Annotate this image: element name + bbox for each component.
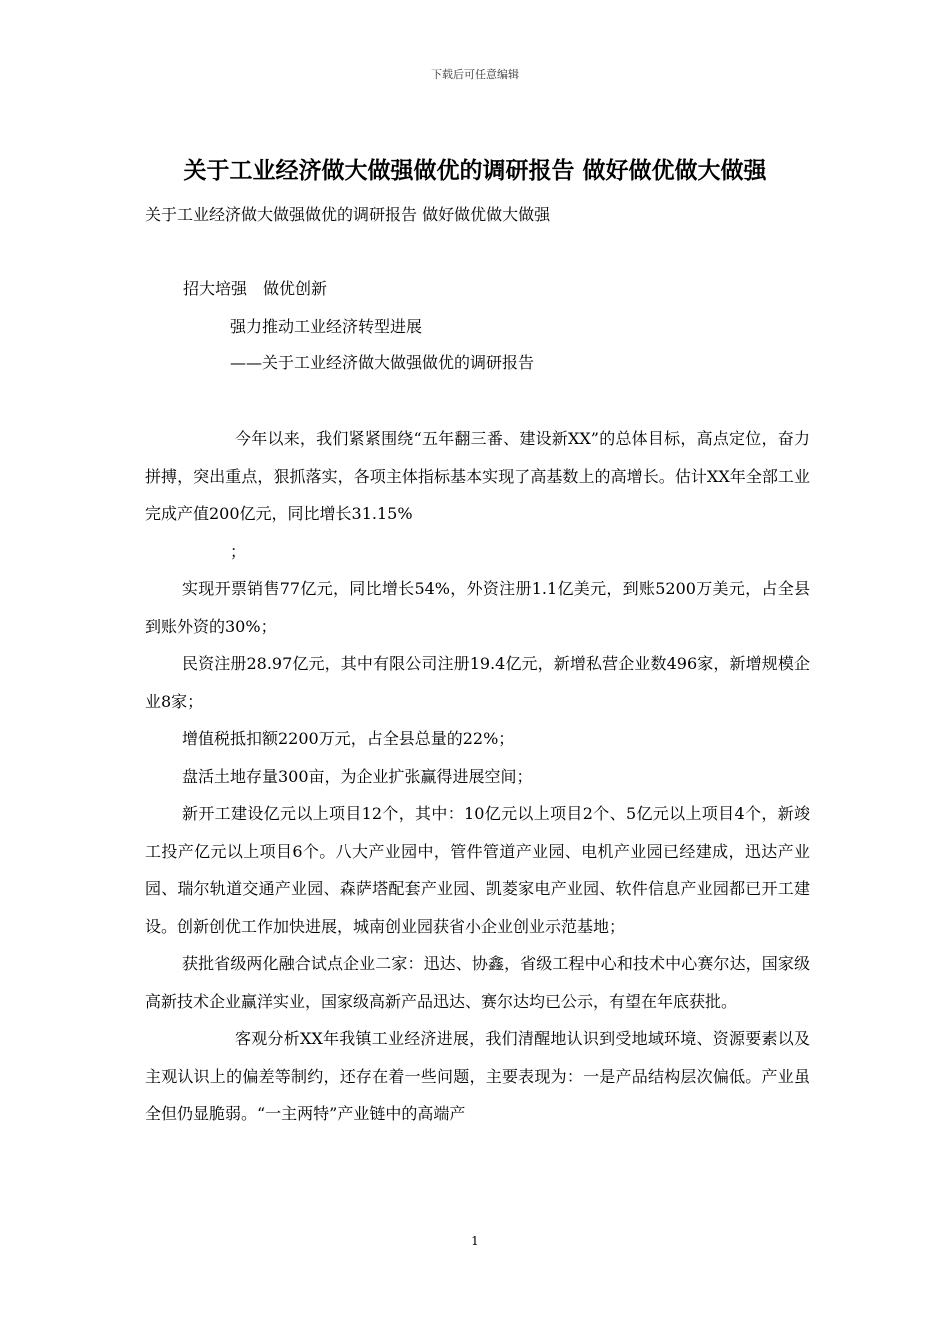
paragraph: 民资注册28.97亿元，其中有限公司注册19.4亿元，新增私营企业数496家，新增规模企业8家； xyxy=(145,654,810,711)
paragraph: 获批省级两化融合试点企业二家：迅达、协鑫，省级工程中心和技术中心赛尔达，国家级高新技术企业赢洋实业，国家级高新产品迅达、赛尔达均已公示，有望在年底获批。 xyxy=(145,954,810,1011)
paragraph: 盘活土地存量300亩，为企业扩张赢得进展空间； xyxy=(182,766,533,786)
document-subtitle: 关于工业经济做大做强做优的调研报告 做好做优做大做强 xyxy=(145,205,551,224)
paragraph: 新开工建设亿元以上项目12个，其中：10亿元以上项目2个、5亿元以上项目4个，新竣工投产亿元以上项目6个。八大产业园中，管件管道产业园、电机产业园已经建成，迅达产业园、瑞尔轨道交通产业园、森萨塔配套产业园、凯菱家电产业园、软件信息产业园都已开工建设。创新创优工作加快进展，城南创业园获省小企业创业示范基地； xyxy=(145,804,810,936)
page-number: 1 xyxy=(471,1234,479,1248)
paragraph: 今年以来，我们紧紧围绕“五年翻三番、建设新XX”的总体目标，高点定位，奋力拼搏，突出重点，狠抓落实，各项主体指标基本实现了高基数上的高增长。估计XX年全部工业完成产值200亿元，同比增长31.15% xyxy=(145,429,810,523)
paragraph: 客观分析XX年我镇工业经济进展，我们清醒地认识到受地域环境、资源要素以及主观认识上的偏差等制约，还存在着一些问题，主要表现为：一是产品结构层次偏低。产业虽全但仍显脆弱。“一主两特”产业链中的高端产 xyxy=(145,1029,810,1123)
paragraph: 增值税抵扣额2200万元，占全县总量的22%； xyxy=(182,729,515,748)
document-body xyxy=(145,420,810,1133)
intro-line-1: 招大培强 做优创新 xyxy=(183,279,328,298)
paragraph: ； xyxy=(230,541,247,561)
intro-line-2: 强力推动工业经济转型进展 xyxy=(230,317,423,336)
paragraph: 实现开票销售77亿元，同比增长54%，外资注册1.1亿美元，到账5200万美元，占全县到账外资的30%； xyxy=(145,579,810,636)
page-header: 下载后可任意编辑 xyxy=(431,68,519,81)
document-title: 关于工业经济做大做强做优的调研报告 做好做优做大做强 xyxy=(183,157,767,184)
intro-line-3: ——关于工业经济做大做强做优的调研报告 xyxy=(230,353,535,372)
